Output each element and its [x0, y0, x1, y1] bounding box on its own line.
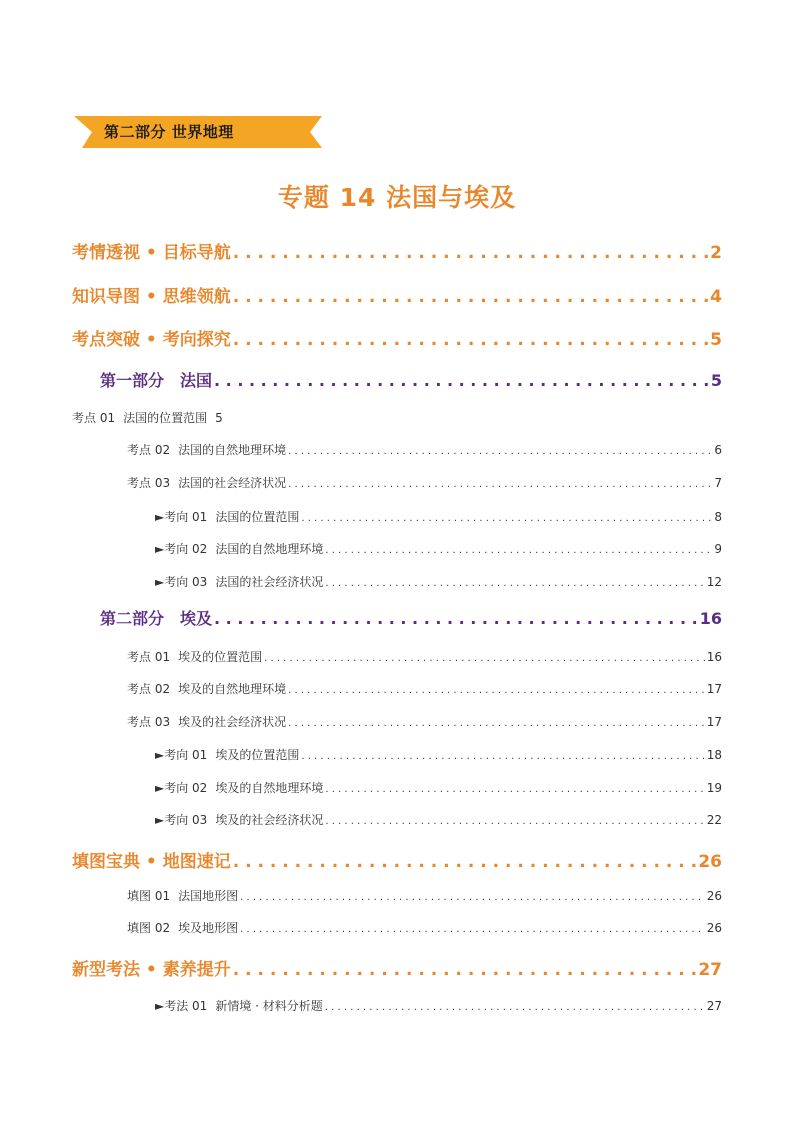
toc-number: 考点 03: [127, 715, 171, 729]
toc-leader: [240, 924, 705, 935]
toc-leader: [288, 718, 705, 729]
toc-page: 2: [710, 243, 722, 263]
toc-leader: [301, 513, 712, 524]
toc-entry-s3[interactable]: [72, 325, 722, 350]
toc-leader: [233, 852, 697, 872]
toc-leader: [240, 892, 705, 903]
toc-label: 新情境 · 材料分析题: [215, 999, 323, 1013]
toc-entry-p2-x1[interactable]: [155, 746, 722, 763]
toc-page: 18: [706, 748, 722, 762]
toc-label: 考情透视 • 目标导航: [72, 243, 231, 263]
toc-number: ►考法 01: [155, 999, 208, 1013]
toc-label: 埃及的位置范围: [215, 748, 300, 762]
toc-page: 8: [714, 510, 722, 524]
toc-entry-p2-x2[interactable]: [155, 779, 722, 796]
toc-label: 埃及的社会经济状况: [178, 715, 287, 729]
toc-entry-p1-k1[interactable]: [72, 409, 231, 426]
toc-page: 16: [706, 650, 722, 664]
toc-entry-s5[interactable]: [72, 955, 722, 980]
toc-entry-p1-k3[interactable]: [127, 474, 722, 491]
toc-label: 法国的自然地理环境: [215, 542, 324, 556]
toc-entry-p1[interactable]: [100, 368, 722, 391]
toc-leader: [288, 479, 712, 490]
toc-page: 4: [710, 287, 722, 307]
banner-text: 第二部分 世界地理: [104, 123, 234, 141]
toc-number: 考点 02: [127, 682, 171, 696]
toc-page: 22: [706, 813, 722, 827]
toc-leader: [288, 685, 705, 696]
toc-page: 7: [714, 476, 722, 490]
toc-entry-p2-k2[interactable]: [127, 680, 722, 697]
toc-page: 5: [710, 330, 722, 350]
toc-entry-p2-k3[interactable]: [127, 713, 722, 730]
toc-entry-p1-k2[interactable]: [127, 441, 722, 458]
toc-leader: [214, 371, 709, 390]
toc-label: 第二部分 埃及: [100, 609, 213, 628]
toc-page: 26: [706, 921, 722, 935]
toc-entry-s4-t2[interactable]: [127, 919, 722, 936]
toc-label: 埃及的自然地理环境: [178, 682, 287, 696]
toc-number: 考点 01: [72, 411, 116, 425]
toc-label: 考点突破 • 考向探究: [72, 330, 231, 350]
toc-entry-p1-x2[interactable]: [155, 540, 722, 557]
toc-entry-p1-x1[interactable]: [155, 508, 722, 525]
toc-number: ►考向 01: [155, 510, 208, 524]
toc-entry-p2-k1[interactable]: [127, 648, 722, 665]
toc-entry-s4-t1[interactable]: [127, 887, 722, 904]
toc-number: 填图 01: [127, 889, 171, 903]
toc-label: 第一部分 法国: [100, 371, 213, 390]
toc-page: 19: [706, 781, 722, 795]
toc-leader: [233, 960, 697, 980]
toc-entry-p1-x3[interactable]: [155, 573, 722, 590]
toc-leader: [325, 545, 712, 556]
toc-page: 26: [698, 852, 722, 872]
toc-number: 填图 02: [127, 921, 171, 935]
toc-label: 法国的位置范围: [123, 411, 208, 425]
toc-number: ►考向 03: [155, 813, 208, 827]
toc-label: 埃及地形图: [178, 921, 239, 935]
toc-leader: [325, 1002, 705, 1013]
toc-leader: [325, 784, 704, 795]
toc-page: 27: [698, 960, 722, 980]
toc-label: 法国的自然地理环境: [178, 443, 287, 457]
toc-number: ►考向 02: [155, 781, 208, 795]
toc-number: ►考向 02: [155, 542, 208, 556]
toc-leader: [301, 751, 704, 762]
toc-number: 考点 02: [127, 443, 171, 457]
toc-leader: [214, 609, 698, 628]
toc-entry-p2-x3[interactable]: [155, 811, 722, 828]
toc-leader: [288, 446, 712, 457]
toc-label: 填图宝典 • 地图速记: [72, 852, 231, 872]
toc-number: 考点 01: [127, 650, 171, 664]
toc-page: 5: [710, 371, 722, 390]
toc-label: 埃及的位置范围: [178, 650, 263, 664]
toc-label: 法国的社会经济状况: [215, 575, 324, 589]
section-banner: [74, 114, 322, 150]
toc-entry-s5-f1[interactable]: [155, 997, 722, 1014]
toc-entry-s1[interactable]: [72, 238, 722, 263]
toc-label: 法国的位置范围: [215, 510, 300, 524]
page-title: 专题 14 法国与埃及: [277, 183, 517, 212]
toc-leader: [325, 578, 704, 589]
toc-number: ►考向 03: [155, 575, 208, 589]
toc-label: 知识导图 • 思维领航: [72, 287, 231, 307]
toc-label: 法国地形图: [178, 889, 239, 903]
toc-page: 17: [706, 715, 722, 729]
toc-number: ►考向 01: [155, 748, 208, 762]
toc-label: 埃及的社会经济状况: [215, 813, 324, 827]
toc-label: 法国的社会经济状况: [178, 476, 287, 490]
toc-leader: [264, 653, 705, 664]
toc-page: 26: [706, 889, 722, 903]
toc-page: 27: [706, 999, 722, 1013]
toc-entry-p2[interactable]: [100, 606, 722, 629]
toc-page: 12: [706, 575, 722, 589]
toc-page: 5: [215, 411, 223, 425]
toc-leader: [233, 287, 708, 307]
toc-page: 17: [706, 682, 722, 696]
toc-label: 埃及的自然地理环境: [215, 781, 324, 795]
toc-page: 9: [714, 542, 722, 556]
toc-entry-s4[interactable]: [72, 847, 722, 872]
toc-page: 6: [714, 443, 722, 457]
toc-label: 新型考法 • 素养提升: [72, 960, 231, 980]
toc-leader: [233, 243, 708, 263]
toc-number: 考点 03: [127, 476, 171, 490]
toc-leader: [233, 330, 708, 350]
toc-leader: [325, 816, 704, 827]
toc-page: 16: [699, 609, 722, 628]
toc-entry-s2[interactable]: [72, 282, 722, 307]
